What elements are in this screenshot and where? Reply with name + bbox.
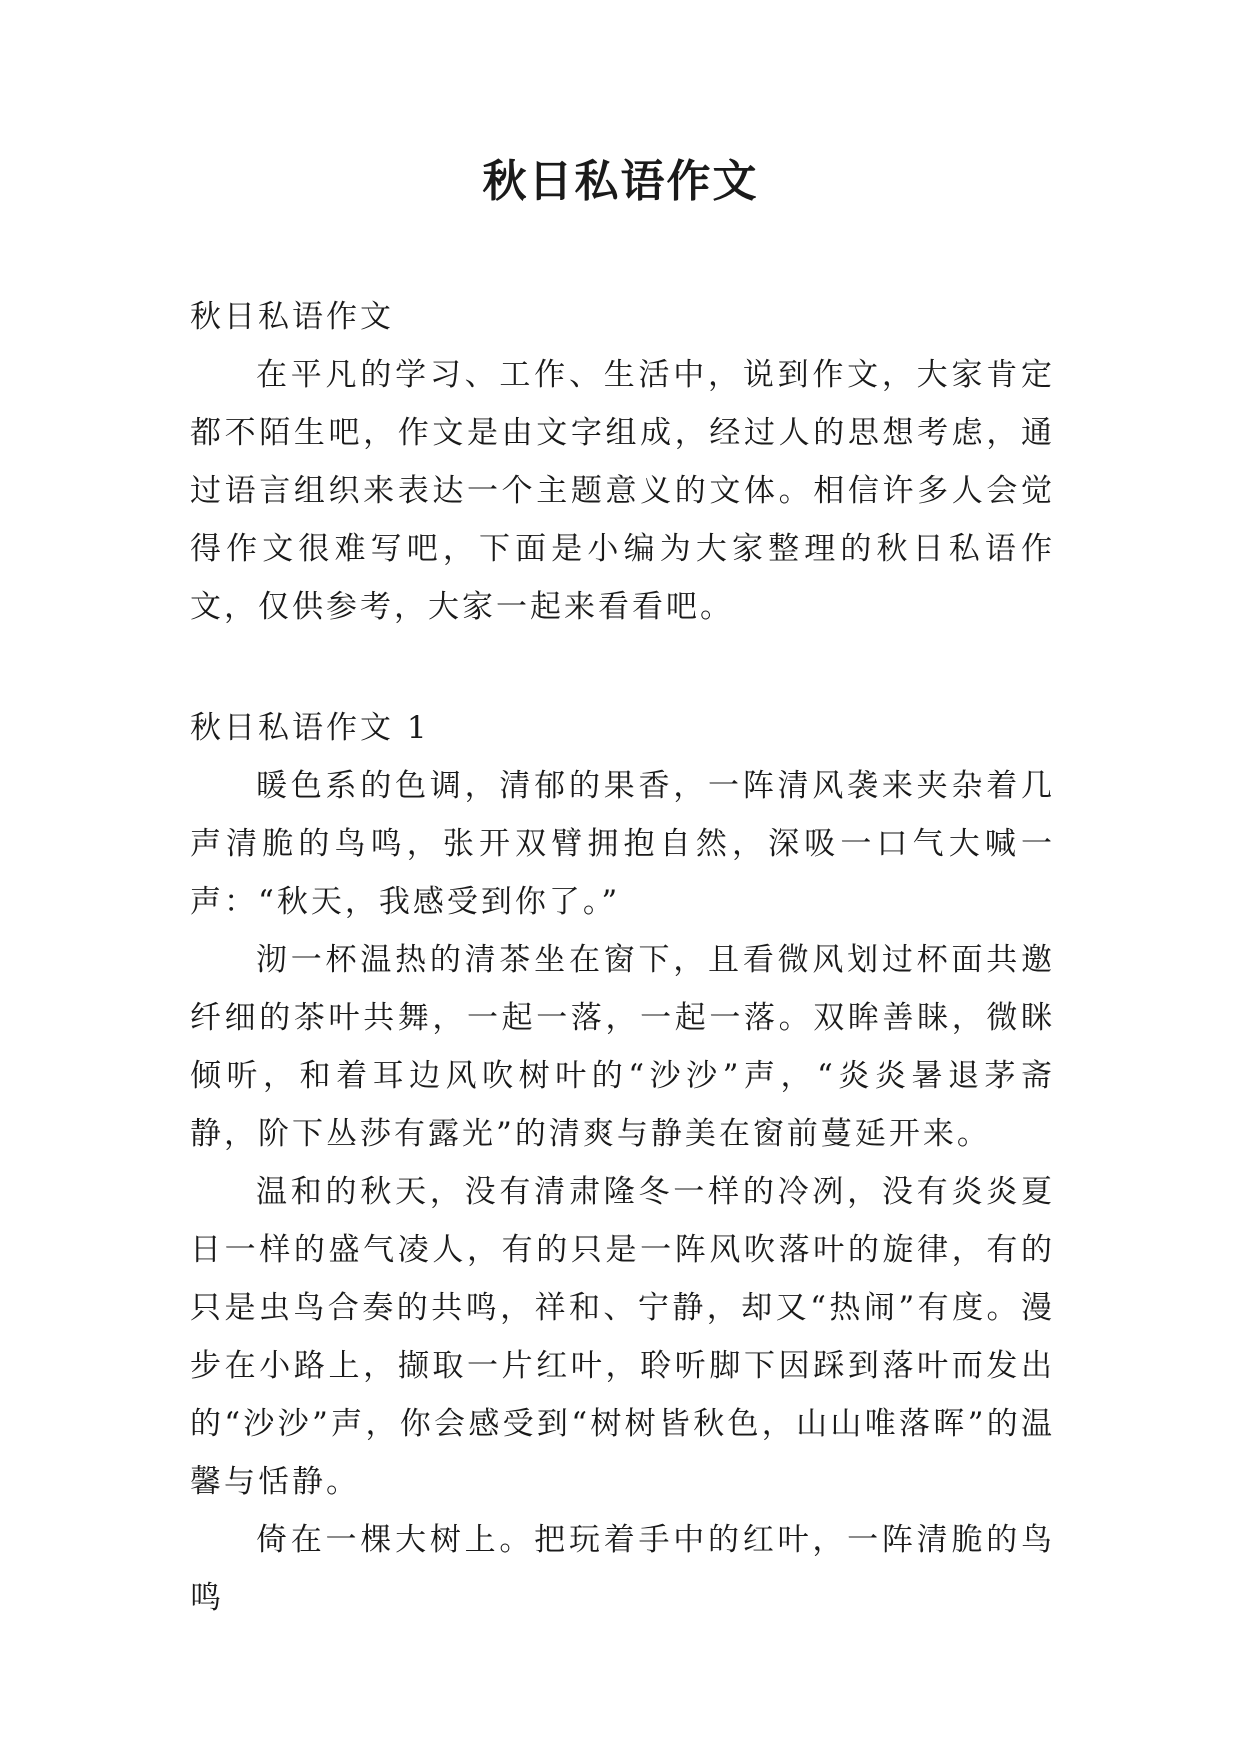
intro-paragraph: 在平凡的学习、工作、生活中，说到作文，大家肯定都不陌生吧，作文是由文字组成，经过人的思想考虑，通过语言组织来表达一个主题意义的文体。相信许多人会觉得作文很难写吧，下面是小编为大家整理的秋日私语作文，仅供参考，大家一起来看看吧。 bbox=[190, 357, 1055, 625]
intro-section bbox=[190, 288, 1055, 636]
essay-heading: 秋日私语作文 1 bbox=[190, 710, 430, 746]
essay-section bbox=[190, 699, 1055, 1627]
intro-heading: 秋日私语作文 bbox=[190, 299, 394, 335]
essay-paragraph: 倚在一棵大树上。把玩着手中的红叶，一阵清脆的鸟鸣 bbox=[190, 1522, 1055, 1616]
essay-paragraph: 暖色系的色调，清郁的果香，一阵清风袭来夹杂着几声清脆的鸟鸣，张开双臂拥抱自然，深吸一口气大喊一声：“秋天，我感受到你了。” bbox=[190, 768, 1055, 920]
document-title: 秋日私语作文 bbox=[482, 156, 759, 207]
essay-paragraph: 沏一杯温热的清茶坐在窗下，且看微风划过杯面共邀纤细的茶叶共舞，一起一落，一起一落。双眸善睐，微眯倾听，和着耳边风吹树叶的“沙沙”声，“炎炎暑退茅斋静，阶下丛莎有露光”的清爽与静美在窗前蔓延开来。 bbox=[190, 942, 1055, 1152]
essay-paragraph: 温和的秋天，没有清肃隆冬一样的冷冽，没有炎炎夏日一样的盛气凌人，有的只是一阵风吹落叶的旋律，有的只是虫鸟合奏的共鸣，祥和、宁静，却又“热闹”有度。漫步在小路上，撷取一片红叶，聆听脚下因踩到落叶而发出的“沙沙”声，你会感受到“树树皆秋色，山山唯落晖”的温馨与恬静。 bbox=[190, 1174, 1055, 1500]
